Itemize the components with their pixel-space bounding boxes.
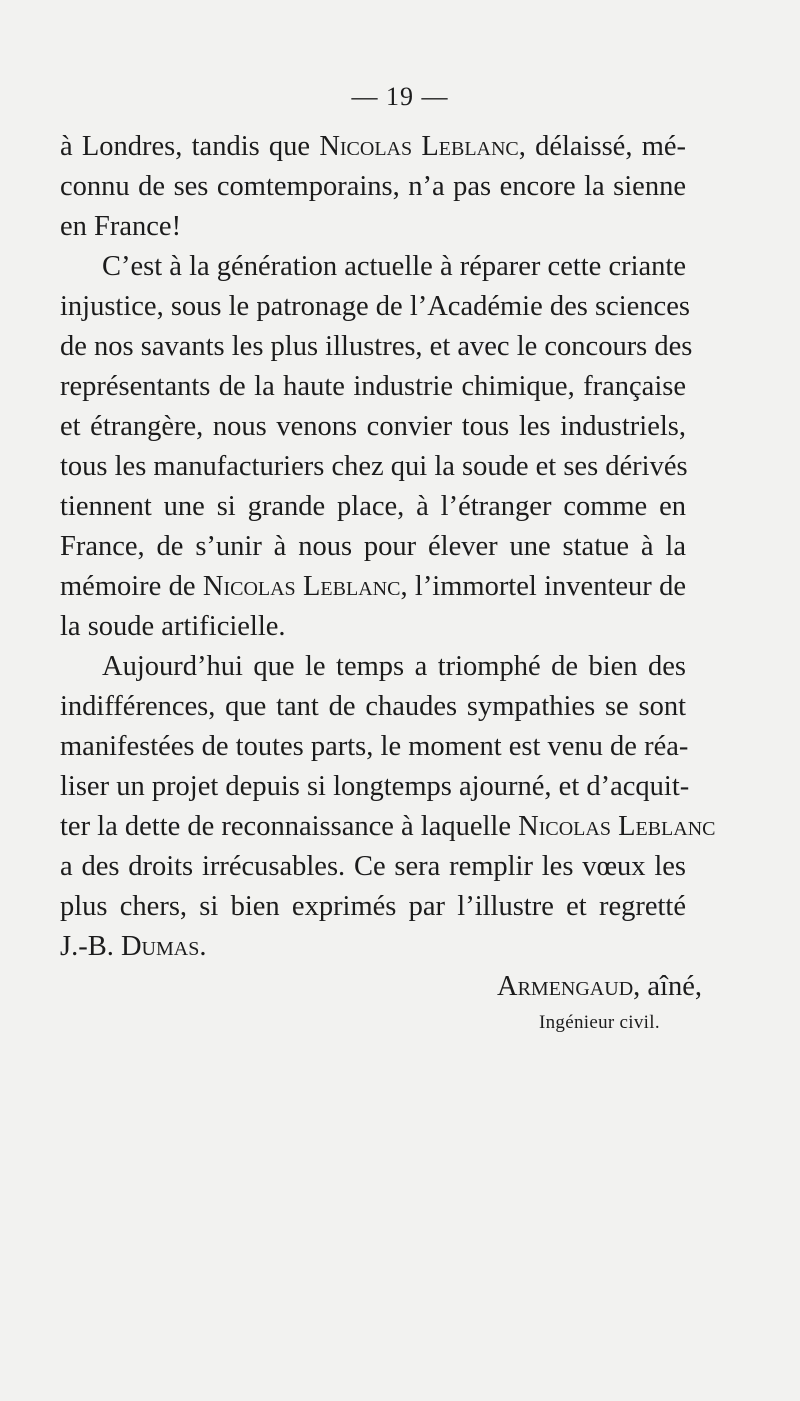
- author-name: Dumas: [120, 931, 200, 962]
- text-line: représentants de la haute industrie chimique, française: [60, 371, 686, 402]
- text-line: tiennent une si grande place, à l’étranger comme en: [60, 491, 686, 522]
- text-line: injustice, sous le patronage de l’Académie des sciences: [60, 291, 690, 322]
- text-span: , délaissé, mé-: [518, 131, 686, 162]
- text-span: , l’immortel inventeur de: [400, 571, 686, 602]
- text-line: indifférences, que tant de chaudes sympathies se sont: [60, 691, 686, 722]
- text-line: [60, 567, 686, 607]
- text-span: ter la dette de reconnaissance à laquelle: [60, 811, 519, 842]
- author-name: Nicolas Leblanc: [202, 571, 401, 602]
- text-line: en France!: [60, 211, 182, 242]
- text-line: [60, 927, 686, 967]
- text-span: à Londres, tandis que: [60, 131, 320, 162]
- text-span: J.-B.: [60, 931, 121, 962]
- text-line: France, de s’unir à nous pour élever une statue à la: [60, 531, 686, 562]
- author-name: Nicolas Leblanc: [319, 131, 519, 162]
- text-line: [60, 807, 716, 847]
- text-span: .: [199, 931, 207, 962]
- text-line: connu de ses comtemporains, n’a pas encore la sienne: [60, 171, 686, 202]
- text-line: a des droits irrécusables. Ce sera remplir les vœux les: [60, 851, 686, 882]
- text-line: Aujourd’hui que le temps a triomphé de bien des: [102, 651, 686, 682]
- text-line: tous les manufacturiers chez qui la soude et ses dérivés: [60, 451, 688, 482]
- signature-name: Armengaud: [497, 971, 634, 1002]
- text-line: liser un projet depuis si longtemps ajourné, et d’acquit-: [60, 771, 690, 802]
- page-number: — 19 —: [351, 82, 449, 111]
- text-line: et étrangère, nous venons convier tous les industriels,: [60, 411, 686, 442]
- text-span: mémoire de: [60, 571, 203, 602]
- signature-title: Ingénieur civil.: [539, 1012, 660, 1033]
- text-line: C’est à la génération actuelle à réparer cette criante: [102, 251, 686, 282]
- text-line: [60, 127, 686, 167]
- author-name: Nicolas Leblanc: [518, 811, 716, 842]
- signature-suffix: , aîné,: [633, 971, 702, 1002]
- text-line: de nos savants les plus illustres, et avec le concours des: [60, 331, 693, 362]
- text-line: plus chers, si bien exprimés par l’illustre et regretté: [60, 891, 686, 922]
- text-line: manifestées de toutes parts, le moment est venu de réa-: [60, 731, 689, 762]
- text-line: la soude artificielle.: [60, 611, 286, 642]
- signature: [497, 967, 702, 1007]
